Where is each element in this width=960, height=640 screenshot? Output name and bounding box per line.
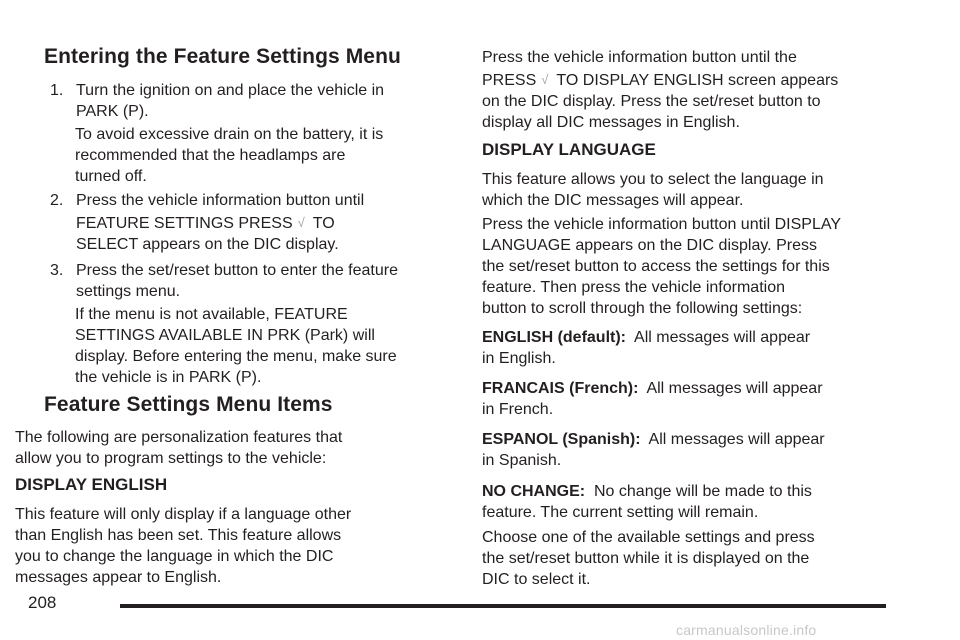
step-3-number: 3. [50, 262, 64, 279]
note-1-line-2: recommended that the headlamps are [75, 147, 346, 164]
option-no-change [482, 481, 812, 502]
right-p1-line-4: display all DIC messages in English. [482, 114, 740, 131]
display-english-line-3: you to change the language in which the DIC [15, 548, 334, 565]
option-no-change-line-2: feature. The current setting will remain. [482, 504, 759, 521]
display-english-line-2: than English has been set. This feature allows [15, 527, 342, 544]
option-no-change-label: NO CHANGE: [482, 483, 586, 500]
heading-entering-feature-settings-menu: Entering the Feature Settings Menu [44, 45, 401, 68]
watermark: carmanualsonline.info [676, 622, 817, 638]
right-p2-line-1: Press the vehicle information button until DISPLAY [482, 216, 841, 233]
heading-display-language: DISPLAY LANGUAGE [482, 140, 656, 159]
note-3-line-1: If the menu is not available, FEATURE [75, 306, 348, 323]
right-p1-line-3: on the DIC display. Press the set/reset button to [482, 93, 821, 110]
option-francais [482, 378, 823, 399]
footer-rule [120, 604, 886, 608]
right-p1-text-b: TO DISPLAY ENGLISH screen appears [556, 72, 839, 89]
option-espanol-label: ESPANOL (Spanish): [482, 431, 641, 448]
right-p1-line-2 [482, 69, 838, 91]
step-2-line-1: Press the vehicle information button until [76, 192, 365, 209]
display-english-line-4: messages appear to English. [15, 569, 222, 586]
display-language-line-1: This feature allows you to select the language in [482, 171, 824, 188]
option-francais-line-2: in French. [482, 401, 554, 418]
note-3-line-2: SETTINGS AVAILABLE IN PRK (Park) will [75, 327, 375, 344]
step-1-line-1: Turn the ignition on and place the vehicle in [76, 82, 385, 99]
step-1-number: 1. [50, 82, 64, 99]
note-3-line-3: display. Before entering the menu, make sure [75, 348, 397, 365]
right-p3-line-1: Choose one of the available settings and press [482, 529, 815, 546]
option-francais-label: FRANCAIS (French): [482, 380, 639, 397]
note-1-line-1: To avoid excessive drain on the battery, it is [75, 126, 384, 143]
step-2-text-a: FEATURE SETTINGS PRESS [76, 215, 293, 232]
option-espanol [482, 429, 825, 450]
note-3-line-4: the vehicle is in PARK (P). [75, 369, 262, 386]
right-p3-line-2: the set/reset button while it is displayed on the [482, 550, 810, 567]
right-p2-line-5: button to scroll through the following settings: [482, 300, 803, 317]
step-2-number: 2. [50, 192, 64, 209]
option-english-label: ENGLISH (default): [482, 329, 626, 346]
checkmark-icon: √ [541, 72, 549, 87]
option-english-line-2: in English. [482, 350, 556, 367]
option-english-text: All messages will appear [634, 329, 811, 346]
option-espanol-line-2: in Spanish. [482, 452, 562, 469]
step-2-line-3: SELECT appears on the DIC display. [76, 236, 339, 253]
note-1-line-3: turned off. [75, 168, 147, 185]
option-espanol-text: All messages will appear [648, 431, 825, 448]
right-p1-text-a: PRESS [482, 72, 537, 89]
step-1-line-2: PARK (P). [76, 103, 149, 120]
checkmark-icon: √ [297, 215, 305, 230]
step-3-line-1: Press the set/reset button to enter the feature [76, 262, 398, 279]
display-english-line-1: This feature will only display if a language other [15, 506, 352, 523]
right-p2-line-4: feature. Then press the vehicle information [482, 279, 785, 296]
intro-line-1: The following are personalization features that [15, 429, 343, 446]
intro-line-2: allow you to program settings to the vehicle: [15, 450, 327, 467]
step-2-text-b: TO [312, 215, 335, 232]
step-3-line-2: settings menu. [76, 283, 181, 300]
heading-feature-settings-menu-items: Feature Settings Menu Items [44, 393, 333, 416]
display-language-line-2: which the DIC messages will appear. [482, 192, 744, 209]
step-2-line-2 [76, 212, 335, 234]
right-p2-line-2: LANGUAGE appears on the DIC display. Press [482, 237, 817, 254]
right-p1-line-1: Press the vehicle information button until the [482, 49, 797, 66]
option-english [482, 327, 810, 348]
option-no-change-text: No change will be made to this [594, 483, 812, 500]
heading-display-english: DISPLAY ENGLISH [15, 475, 168, 494]
option-francais-text: All messages will appear [646, 380, 823, 397]
page-number: 208 [28, 593, 57, 612]
right-p2-line-3: the set/reset button to access the settings for this [482, 258, 830, 275]
right-p3-line-3: DIC to select it. [482, 571, 591, 588]
